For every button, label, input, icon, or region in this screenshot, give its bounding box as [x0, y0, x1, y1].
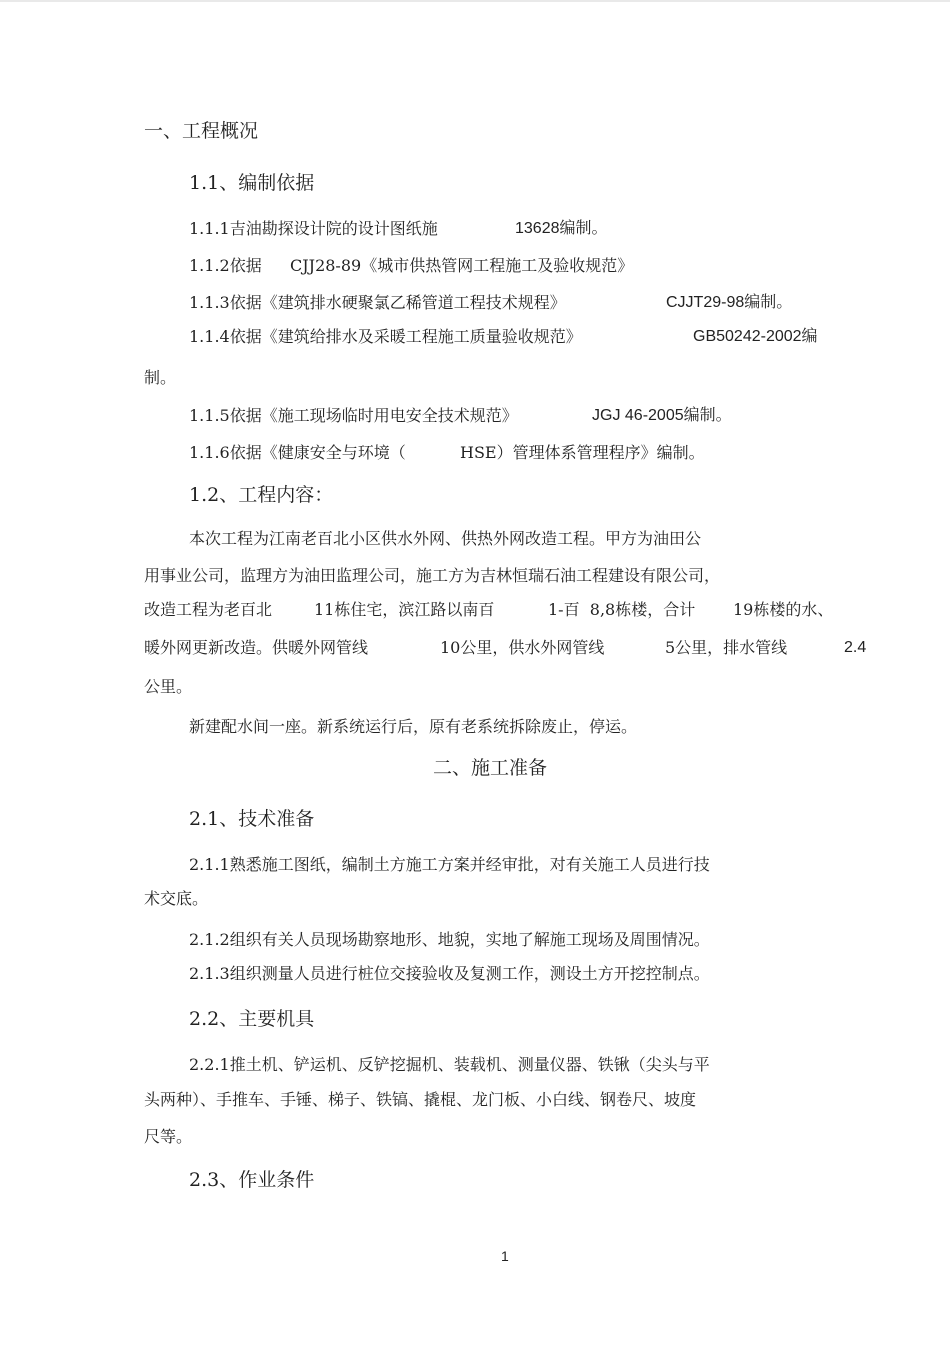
item-2-2-1-line-3: 尺等。 — [144, 1127, 193, 1146]
item-2-1-2: 2.1.2组织有关人员现场勘察地形、地貌，实地了解施工现场及周围情况。 — [189, 930, 710, 949]
content-line-3a: 改造工程为老百北 — [144, 600, 273, 619]
item-2-2-1-line-1: 2.2.1推土机、铲运机、反铲挖掘机、装载机、测量仪器、铁锹（尖头与平 — [189, 1055, 710, 1074]
item-2-1-1-text: 2.1.1熟悉施工图纸，编制土方施工方案并经审批，对有关施工人员进行技 — [189, 855, 710, 874]
content-line-3b: 11栋住宅，滨江路以南百 — [314, 600, 495, 619]
heading-1-2: 1.2、工程内容： — [189, 484, 334, 506]
item-2-1-1-continuation: 术交底。 — [144, 889, 209, 908]
content-line-4a: 暖外网更新改造。供暖外网管线 — [144, 638, 369, 657]
item-1-1-2-text: 1.1.2依据 — [189, 256, 262, 275]
heading-2-3: 2.3、作业条件 — [189, 1169, 315, 1191]
content-line-3d: 19栋楼的水、 — [733, 600, 834, 619]
item-1-1-5-text: 1.1.5依据《施工现场临时用电安全技术规范》 — [189, 406, 518, 425]
heading-2-1: 2.1、技术准备 — [189, 808, 315, 830]
content-line-2: 用事业公司，监理方为油田监理公司，施工方为吉林恒瑞石油工程建设有限公司， — [144, 566, 721, 585]
content-paragraph-2: 新建配水间一座。新系统运行后，原有老系统拆除废止，停运。 — [189, 717, 638, 736]
content-line-4d: 2.4 — [844, 639, 867, 656]
content-line-5: 公里。 — [144, 677, 193, 696]
item-2-2-1-line-2: 头两种）、手推车、手锤、梯子、铁镐、撬棍、龙门板、小白线、钢卷尺、坡度 — [144, 1090, 697, 1109]
section-2-title: 二、施工准备 — [433, 757, 548, 779]
item-1-1-4-text: 1.1.4依据《建筑给排水及采暖工程施工质量验收规范》 — [189, 327, 582, 346]
section-1-title: 一、工程概况 — [144, 120, 259, 142]
item-2-1-3: 2.1.3组织测量人员进行桩位交接验收及复测工作，测设土方开挖控制点。 — [189, 964, 710, 983]
page-top-border — [0, 0, 950, 2]
item-1-1-6-text: 1.1.6依据《健康安全与环境（ — [189, 443, 406, 462]
item-1-1-3-standard: CJJT29-98编制。 — [666, 294, 793, 311]
item-1-1-4-standard: GB50242-2002编 — [693, 328, 818, 345]
page-number: 1 — [501, 1248, 509, 1264]
item-1-1-6-continuation: HSE）管理体系管理程序》编制。 — [460, 443, 705, 462]
content-line-4b: 10公里，供水外网管线 — [440, 638, 605, 657]
item-1-1-4-continuation: 制。 — [144, 368, 177, 387]
heading-2-2: 2.2、主要机具 — [189, 1008, 315, 1030]
item-1-1-1-number: 13628编制。 — [515, 220, 608, 237]
heading-1-1: 1.1、编制依据 — [189, 172, 315, 194]
content-line-3c: 1-百 8,8栋楼，合计 — [548, 600, 696, 619]
item-1-1-5-standard: JGJ 46-2005编制。 — [592, 407, 732, 424]
content-line-1: 本次工程为江南老百北小区供水外网、供热外网改造工程。甲方为油田公 — [189, 529, 702, 548]
content-line-4c: 5公里，排水管线 — [665, 638, 788, 657]
item-1-1-2-standard: CJJ28-89《城市供热管网工程施工及验收规范》 — [290, 256, 634, 275]
item-1-1-3-text: 1.1.3依据《建筑排水硬聚氯乙稀管道工程技术规程》 — [189, 293, 566, 312]
item-1-1-1-text: 1.1.1吉油勘探设计院的设计图纸施 — [189, 219, 438, 238]
